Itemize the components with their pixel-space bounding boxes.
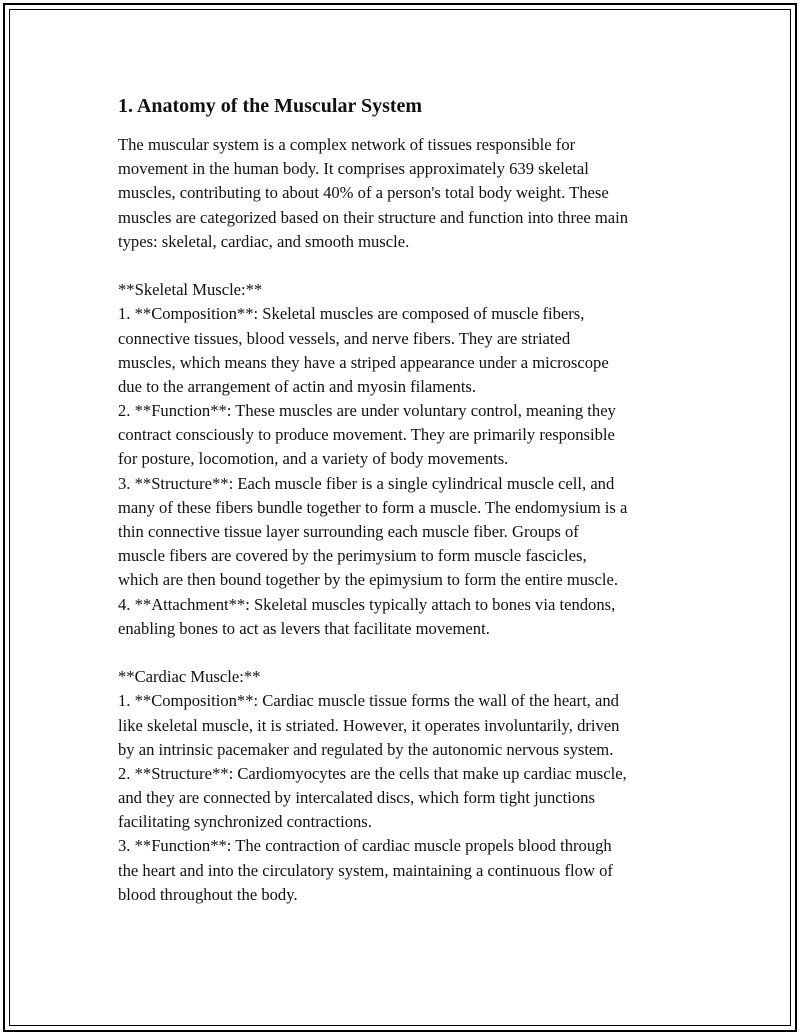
text-line: blood throughout the body. — [118, 884, 298, 904]
text-line: 3. **Structure**: Each muscle fiber is a single cylindrical muscle cell, and — [118, 473, 615, 493]
paragraph-spacer — [118, 254, 698, 278]
text-line: muscles, which means they have a striped appearance under a microscope — [118, 352, 609, 372]
text-line: 2. **Function**: These muscles are under voluntary control, meaning they — [118, 401, 616, 421]
text-line: the heart and into the circulatory system, maintaining a continuous flow of — [118, 860, 613, 880]
text-line: 4. **Attachment**: Skeletal muscles typically attach to bones via tendons, — [118, 594, 616, 614]
text-line: facilitating synchronized contractions. — [118, 812, 372, 832]
intro-paragraph — [118, 133, 698, 254]
text-line: movement in the human body. It comprises approximately 639 skeletal — [118, 159, 589, 179]
text-line: like skeletal muscle, it is striated. However, it operates involuntarily, driven — [118, 715, 620, 735]
text-line: 1. **Composition**: Cardiac muscle tissue forms the wall of the heart, and — [118, 691, 619, 711]
subsection-title: **Skeletal Muscle:** — [118, 280, 263, 300]
text-line: connective tissues, blood vessels, and nerve fibers. They are striated — [118, 328, 571, 348]
text-line: which are then bound together by the epimysium to form the entire muscle. — [118, 570, 618, 590]
text-line: 1. **Composition**: Skeletal muscles are composed of muscle fibers, — [118, 304, 585, 324]
text-line: due to the arrangement of actin and myosin filaments. — [118, 376, 477, 396]
text-line: 2. **Structure**: Cardiomyocytes are the cells that make up cardiac muscle, — [118, 763, 627, 783]
text-line: and they are connected by intercalated discs, which form tight junctions — [118, 788, 595, 808]
text-line: muscles are categorized based on their structure and function into three main — [118, 207, 629, 227]
text-line: muscles, contributing to about 40% of a person's total body weight. These — [118, 183, 609, 203]
text-line: types: skeletal, cardiac, and smooth muscle. — [118, 231, 410, 251]
cardiac-muscle-section — [118, 665, 698, 907]
text-line: enabling bones to act as levers that facilitate movement. — [118, 618, 490, 638]
text-line: many of these fibers bundle together to form a muscle. The endomysium is a — [118, 497, 628, 517]
text-line: by an intrinsic pacemaker and regulated by the autonomic nervous system. — [118, 739, 614, 759]
text-line: muscle fibers are covered by the perimysium to form muscle fascicles, — [118, 546, 587, 566]
text-line: contract consciously to produce movement. They are primarily responsible — [118, 425, 615, 445]
section-heading: 1. Anatomy of the Muscular System — [118, 95, 423, 117]
text-line: for posture, locomotion, and a variety of body movements. — [118, 449, 509, 469]
paragraph-spacer — [118, 641, 698, 665]
text-line: The muscular system is a complex network of tissues responsible for — [118, 135, 576, 154]
text-line: thin connective tissue layer surrounding each muscle fiber. Groups of — [118, 522, 579, 541]
text-line: 3. **Function**: The contraction of cardiac muscle propels blood through — [118, 836, 612, 856]
skeletal-muscle-section — [118, 278, 698, 641]
document-body — [118, 93, 698, 907]
subsection-title: **Cardiac Muscle:** — [118, 667, 261, 687]
